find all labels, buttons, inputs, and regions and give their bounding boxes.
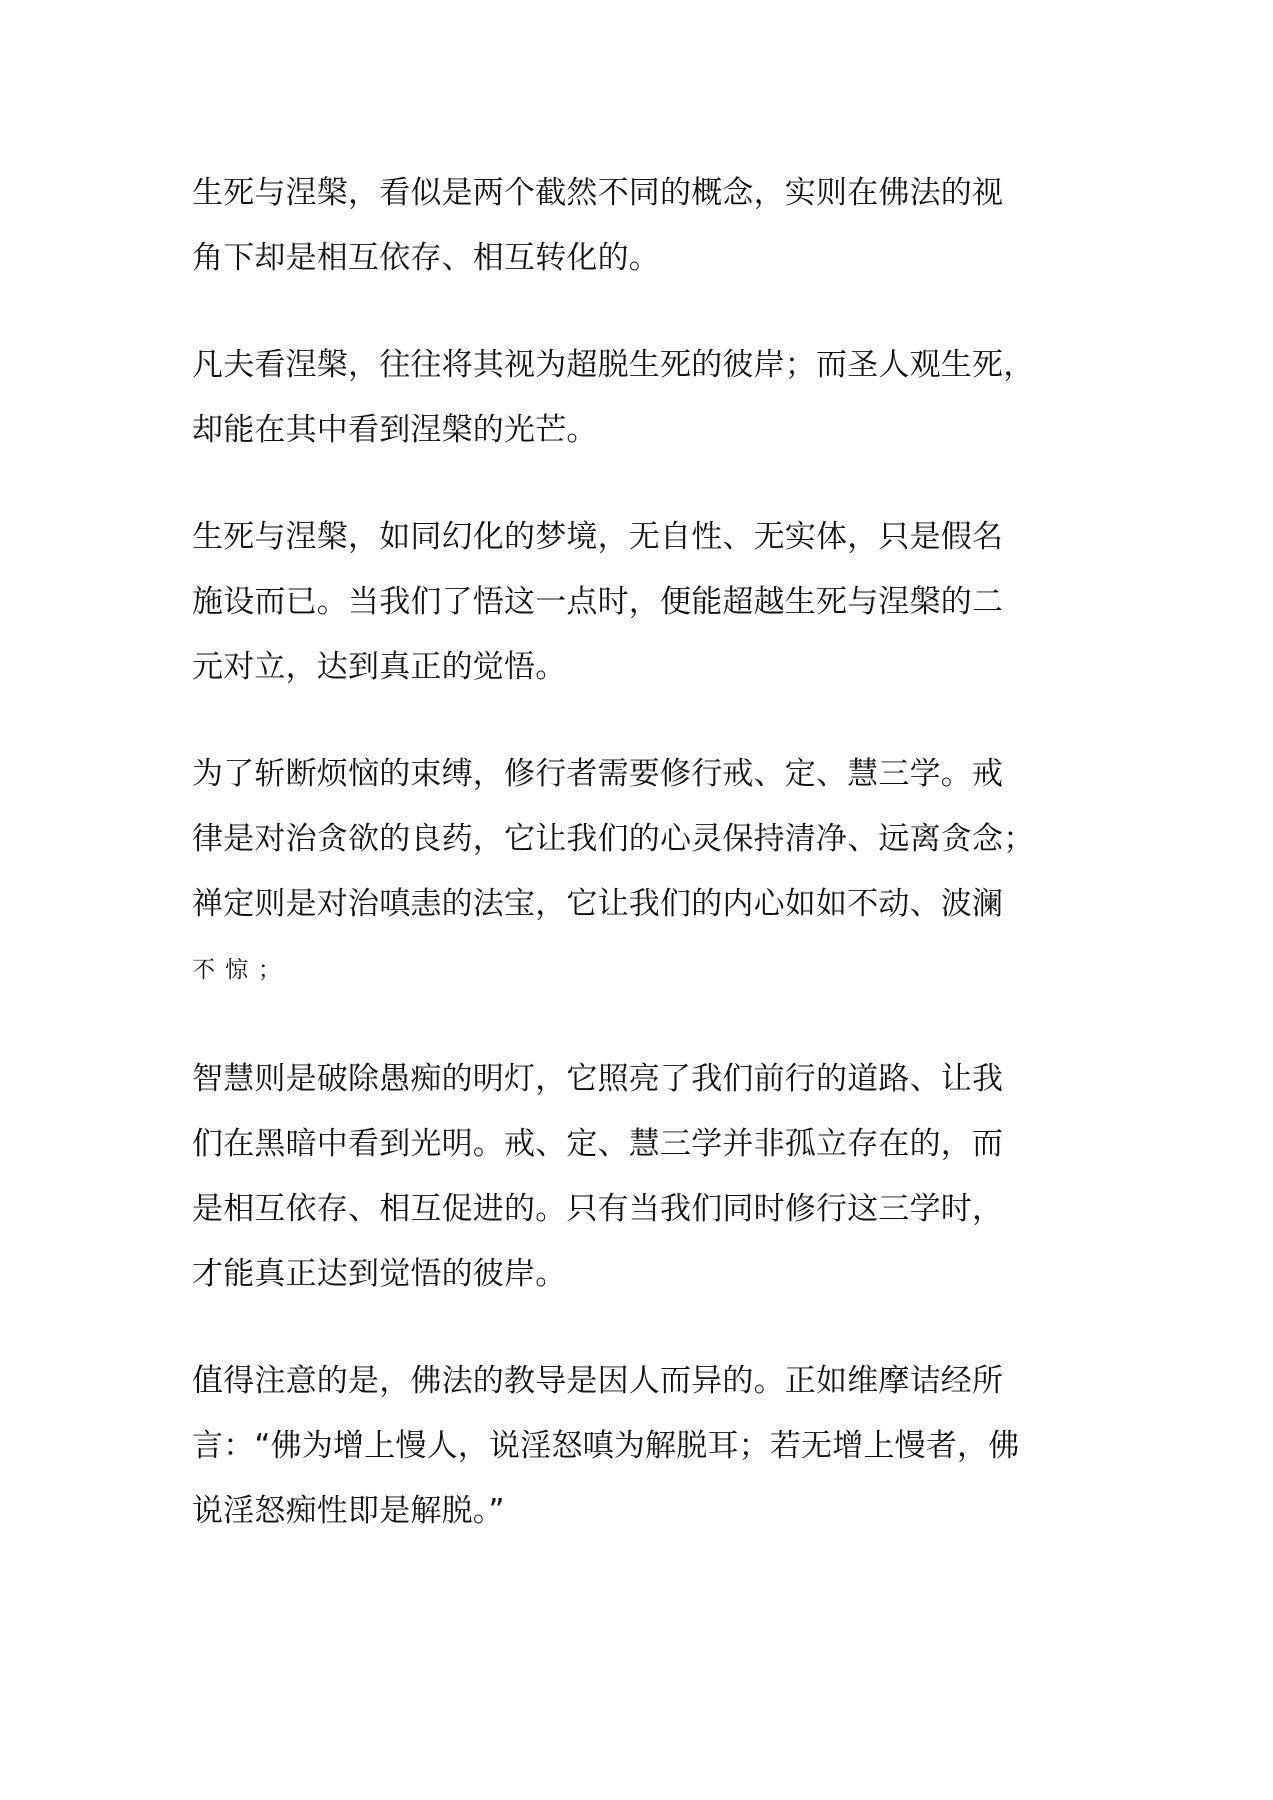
paragraph-6-line-3: 说淫怒痴性即是解脱。” <box>192 1493 505 1529</box>
paragraph-4-line-3: 禅定则是对治嗔恚的法宝，它让我们的内心如如不动、波澜 <box>192 886 1004 922</box>
paragraph-5-line-2: 们在黑暗中看到光明。戒、定、慧三学并非孤立存在的，而 <box>192 1126 1004 1162</box>
paragraph-5-line-3: 是相互依存、相互促进的。只有当我们同时修行这三学时， <box>192 1191 1004 1227</box>
paragraph-3-line-1: 生死与涅槃，如同幻化的梦境，无自性、无实体，只是假名 <box>192 519 1004 555</box>
paragraph-1-line-2: 角下却是相互依存、相互转化的。 <box>192 240 660 276</box>
paragraph-4-line-4: 不惊； <box>192 957 291 983</box>
paragraph-5-line-4: 才能真正达到觉悟的彼岸。 <box>192 1256 567 1292</box>
paragraph-6-line-2: 言：“佛为增上慢人，说淫怒嗔为解脱耳；若无增上慢者，佛 <box>192 1428 1020 1464</box>
paragraph-4-line-1: 为了斩断烦恼的束缚，修行者需要修行戒、定、慧三学。戒 <box>192 756 1004 792</box>
paragraph-5-line-1: 智慧则是破除愚痴的明灯，它照亮了我们前行的道路、让我 <box>192 1061 1004 1097</box>
paragraph-2-line-2: 却能在其中看到涅槃的光芒。 <box>192 412 598 448</box>
paragraph-3-line-2: 施设而已。当我们了悟这一点时，便能超越生死与涅槃的二 <box>192 584 1004 620</box>
paragraph-6-line-1: 值得注意的是，佛法的教导是因人而异的。正如维摩诘经所 <box>192 1363 1004 1399</box>
paragraph-2-line-1: 凡夫看涅槃，往往将其视为超脱生死的彼岸；而圣人观生死， <box>192 347 1035 383</box>
paragraph-1-line-1: 生死与涅槃，看似是两个截然不同的概念，实则在佛法的视 <box>192 175 1004 211</box>
paragraph-3-line-3: 元对立，达到真正的觉悟。 <box>192 649 567 685</box>
paragraph-4-line-2: 律是对治贪欲的良药，它让我们的心灵保持清净、远离贪念； <box>192 821 1035 857</box>
